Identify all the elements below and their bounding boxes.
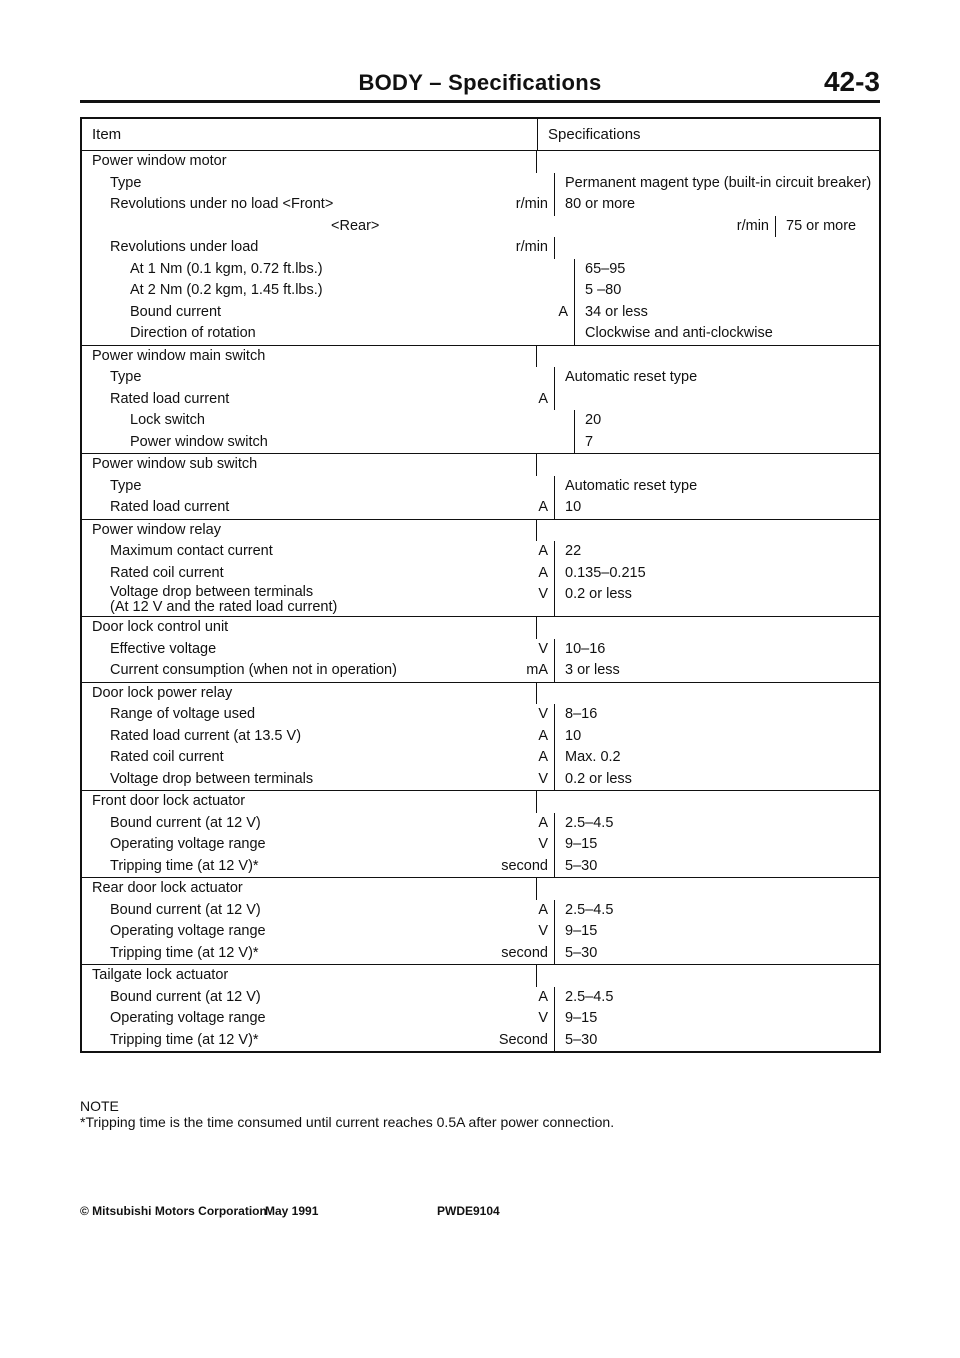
item-label: Voltage drop between terminals <box>110 584 314 600</box>
item-label: Rated load current <box>110 499 230 515</box>
item-cell <box>82 704 485 726</box>
spec-value-cell <box>537 520 879 542</box>
item-label: Type <box>110 477 142 494</box>
item-cell <box>82 410 505 432</box>
table-row <box>82 259 879 281</box>
table-row <box>82 476 879 498</box>
spec-group <box>82 520 879 618</box>
unit-cell <box>467 683 537 705</box>
unit-cell: A <box>485 563 555 585</box>
item-cell <box>82 726 485 748</box>
item-label: Bound current (at 12 V) <box>110 901 261 918</box>
table-row <box>82 660 879 682</box>
table-row <box>82 216 879 238</box>
item-cell <box>82 813 485 835</box>
item-label: Voltage drop between terminals <box>110 770 314 787</box>
table-row <box>82 943 879 965</box>
table-row <box>82 584 879 616</box>
item-label: Rated load current <box>110 390 230 407</box>
unit-cell: V <box>485 639 555 661</box>
table-row <box>82 346 879 368</box>
item-cell <box>82 769 485 791</box>
spec-value-cell: 10 <box>565 727 582 744</box>
item-cell <box>82 323 505 345</box>
item-cell <box>82 747 485 769</box>
spec-value-cell: 0.2 or less <box>565 770 632 787</box>
unit-cell <box>505 280 575 302</box>
item-label: Bound current <box>130 303 222 320</box>
spec-value-cell <box>537 878 879 900</box>
spec-value-cell: Permanent magent type (built-in circuit breaker) <box>565 174 872 191</box>
column-header-specifications: Specifications <box>548 126 641 143</box>
item-cell <box>82 432 505 454</box>
item-label: Tripping time (at 12 V)* <box>110 1031 259 1048</box>
spec-value-cell: Max. 0.2 <box>565 749 621 765</box>
header-rule <box>80 100 880 103</box>
spec-value-cell: 5–30 <box>565 1031 598 1048</box>
item-label: Bound current (at 12 V) <box>110 814 261 831</box>
item-label: Front door lock actuator <box>92 793 246 809</box>
unit-cell: V <box>485 704 555 726</box>
table-row <box>82 965 879 987</box>
spec-value-cell <box>555 389 879 411</box>
spec-value-cell: 7 <box>585 433 594 450</box>
table-row <box>82 367 879 389</box>
spec-value-cell: 5–30 <box>565 944 598 961</box>
item-label: Rated coil current <box>110 749 224 765</box>
spec-value-cell: 5 –80 <box>585 282 622 298</box>
unit-cell: r/min <box>485 194 555 216</box>
item-label: Maximum contact current <box>110 543 273 559</box>
table-row <box>82 856 879 878</box>
table-row <box>82 432 879 454</box>
note-text: *Tripping time is the time consumed until current reaches 0.5A after power connection. <box>80 1114 615 1130</box>
item-cell <box>82 389 485 411</box>
item-cell <box>82 660 485 682</box>
unit-cell <box>467 617 537 639</box>
spec-value-cell: Automatic reset type <box>565 369 698 385</box>
item-label: Tripping time (at 12 V)* <box>110 944 259 961</box>
item-label: Current consumption (when not in operation) <box>110 662 397 678</box>
spec-value-cell: 2.5–4.5 <box>565 988 614 1005</box>
item-cell <box>82 987 485 1009</box>
item-cell <box>82 520 467 542</box>
item-label: Door lock power relay <box>92 684 233 701</box>
item-cell <box>82 1030 485 1052</box>
item-cell <box>82 259 505 281</box>
unit-cell <box>467 878 537 900</box>
item-cell <box>82 834 485 856</box>
table-row <box>82 541 879 563</box>
unit-cell: second <box>485 856 555 878</box>
spec-value-cell <box>555 237 879 259</box>
table-row <box>82 454 879 476</box>
item-cell <box>82 584 485 616</box>
table-row <box>82 704 879 726</box>
spec-value-cell: 10–16 <box>565 640 606 657</box>
item-label: Operating voltage range <box>110 923 266 939</box>
table-row <box>82 639 879 661</box>
item-label: Effective voltage <box>110 640 217 657</box>
item-cell <box>82 173 485 195</box>
page-title: BODY – Specifications <box>358 70 602 95</box>
spec-group <box>82 151 879 346</box>
unit-cell: A <box>485 900 555 922</box>
item-cell <box>82 856 485 878</box>
item-label: At 2 Nm (0.2 kgm, 1.45 ft.lbs.) <box>130 282 323 298</box>
spec-value-cell: 8–16 <box>565 706 598 722</box>
unit-cell: A <box>485 726 555 748</box>
spec-group <box>82 617 879 683</box>
unit-cell: A <box>485 497 555 519</box>
unit-cell: A <box>485 813 555 835</box>
item-label: Operating voltage range <box>110 836 266 852</box>
table-row <box>82 323 879 345</box>
item-cell <box>82 965 467 987</box>
unit-cell: A <box>485 747 555 769</box>
spec-group <box>82 683 879 792</box>
item-cell <box>82 563 485 585</box>
unit-cell <box>505 323 575 345</box>
item-cell <box>82 900 485 922</box>
item-cell <box>82 878 467 900</box>
unit-cell: A <box>485 987 555 1009</box>
item-cell <box>82 367 485 389</box>
item-cell <box>82 541 485 563</box>
item-cell <box>82 237 485 259</box>
item-label: <Rear> <box>331 217 380 234</box>
table-row <box>82 921 879 943</box>
item-cell <box>82 346 467 368</box>
item-label: Power window relay <box>92 521 221 538</box>
table-row <box>82 563 879 585</box>
item-cell <box>82 194 485 216</box>
item-cell <box>82 454 467 476</box>
item-label: Door lock control unit <box>92 619 229 635</box>
table-row <box>82 389 879 411</box>
item-label: Tripping time (at 12 V)* <box>110 857 259 874</box>
table-row <box>82 769 879 791</box>
item-label: Rear door lock actuator <box>92 880 243 896</box>
spec-group <box>82 791 879 878</box>
spec-value-cell: 10 <box>565 499 582 515</box>
unit-cell: A <box>485 541 555 563</box>
item-cell <box>82 1008 485 1030</box>
table-header-row <box>82 119 879 151</box>
table-row <box>82 726 879 748</box>
unit-cell: V <box>485 921 555 943</box>
spec-group <box>82 878 879 965</box>
item-label: At 1 Nm (0.1 kgm, 0.72 ft.lbs.) <box>130 260 323 277</box>
table-row <box>82 280 879 302</box>
spec-value-cell: 65–95 <box>585 260 626 277</box>
item-cell <box>82 302 505 324</box>
item-cell <box>82 476 485 498</box>
spec-value-cell: 22 <box>565 543 582 559</box>
item-label: Rated coil current <box>110 564 224 581</box>
spec-value-cell <box>537 683 879 705</box>
footer-doc-code: PWDE9104 <box>437 1204 500 1218</box>
item-cell <box>82 683 467 705</box>
table-row <box>82 151 879 173</box>
table-row <box>82 900 879 922</box>
item-label: Type <box>110 174 142 191</box>
unit-cell <box>485 476 555 498</box>
table-row <box>82 1030 879 1052</box>
item-cell <box>82 151 467 173</box>
table-row <box>82 813 879 835</box>
table-body <box>82 151 879 1051</box>
item-cell <box>82 497 485 519</box>
spec-value-cell <box>537 454 879 476</box>
table-row <box>82 617 879 639</box>
item-label: Revolutions under no load <Front> <box>110 196 334 212</box>
specifications-table <box>80 117 881 1053</box>
spec-value-cell: 9–15 <box>565 1010 598 1026</box>
table-row <box>82 834 879 856</box>
unit-cell: V <box>485 584 555 616</box>
unit-cell <box>505 432 575 454</box>
unit-cell <box>485 367 555 389</box>
note-label: NOTE <box>80 1098 119 1114</box>
item-label: Power window switch <box>130 433 268 450</box>
item-label: Operating voltage range <box>110 1010 266 1026</box>
item-sublabel: (At 12 V and the rated load current) <box>110 599 338 615</box>
table-row <box>82 410 879 432</box>
spec-value-cell: Automatic reset type <box>565 477 698 494</box>
spec-value-cell: 75 or more <box>786 217 857 234</box>
item-cell <box>82 216 706 238</box>
unit-cell: V <box>485 769 555 791</box>
spec-value-cell <box>537 617 879 639</box>
unit-cell <box>467 965 537 987</box>
footer-date: May 1991 <box>265 1204 319 1218</box>
unit-cell <box>467 151 537 173</box>
unit-cell <box>467 346 537 368</box>
spec-value-cell <box>537 791 879 813</box>
table-row <box>82 173 879 195</box>
unit-cell: second <box>485 943 555 965</box>
unit-cell <box>467 454 537 476</box>
spec-value-cell: 3 or less <box>565 662 620 678</box>
unit-cell: Second <box>485 1030 555 1052</box>
item-label: Bound current (at 12 V) <box>110 988 261 1005</box>
spec-value-cell: 20 <box>585 412 602 428</box>
spec-value-cell: 5–30 <box>565 857 598 874</box>
column-header-item: Item <box>82 119 538 150</box>
spec-value-cell <box>537 965 879 987</box>
spec-group <box>82 346 879 455</box>
item-label: Lock switch <box>130 412 205 428</box>
item-label: Direction of rotation <box>130 325 256 341</box>
spec-value-cell: 0.135–0.215 <box>565 564 646 581</box>
table-row <box>82 987 879 1009</box>
unit-cell <box>467 520 537 542</box>
spec-value-cell: 9–15 <box>565 836 598 852</box>
table-row <box>82 194 879 216</box>
unit-cell <box>467 791 537 813</box>
table-row <box>82 1008 879 1030</box>
unit-cell: A <box>485 389 555 411</box>
item-label: Power window sub switch <box>92 456 258 472</box>
table-row <box>82 520 879 542</box>
spec-value-cell: 2.5–4.5 <box>565 901 614 918</box>
item-cell <box>82 639 485 661</box>
item-label: Power window main switch <box>92 347 266 364</box>
unit-cell <box>505 410 575 432</box>
spec-value-cell: Clockwise and anti-clockwise <box>585 325 773 341</box>
item-cell <box>82 791 467 813</box>
unit-cell: r/min <box>485 237 555 259</box>
unit-cell: A <box>505 302 575 324</box>
table-row <box>82 878 879 900</box>
table-row <box>82 302 879 324</box>
page-number: 42-3 <box>823 66 880 97</box>
spec-value-cell: 0.2 or less <box>565 586 632 602</box>
unit-cell: mA <box>485 660 555 682</box>
item-cell <box>82 280 505 302</box>
unit-cell <box>505 259 575 281</box>
spec-group <box>82 454 879 520</box>
spec-value-cell: 34 or less <box>585 303 648 320</box>
item-label: Type <box>110 369 142 385</box>
item-cell <box>82 617 467 639</box>
item-label: Power window motor <box>92 153 227 169</box>
unit-cell: V <box>485 1008 555 1030</box>
unit-cell <box>485 173 555 195</box>
spec-value-cell: 80 or more <box>565 196 636 212</box>
item-cell <box>82 943 485 965</box>
spec-value-cell <box>537 151 879 173</box>
table-row <box>82 237 879 259</box>
item-cell <box>82 921 485 943</box>
item-label: Tailgate lock actuator <box>92 967 229 983</box>
table-row <box>82 791 879 813</box>
spec-value-cell <box>537 346 879 368</box>
spec-value-cell: 2.5–4.5 <box>565 814 614 831</box>
item-label: Rated load current (at 13.5 V) <box>110 727 302 744</box>
table-row <box>82 683 879 705</box>
footer-copyright: © Mitsubishi Motors Corporation <box>80 1204 267 1218</box>
item-label: Revolutions under load <box>110 239 259 255</box>
unit-cell: r/min <box>706 216 776 238</box>
spec-group <box>82 965 879 1051</box>
table-row <box>82 747 879 769</box>
table-row <box>82 497 879 519</box>
spec-value-cell: 9–15 <box>565 923 598 939</box>
unit-cell: V <box>485 834 555 856</box>
item-label: Range of voltage used <box>110 706 256 722</box>
